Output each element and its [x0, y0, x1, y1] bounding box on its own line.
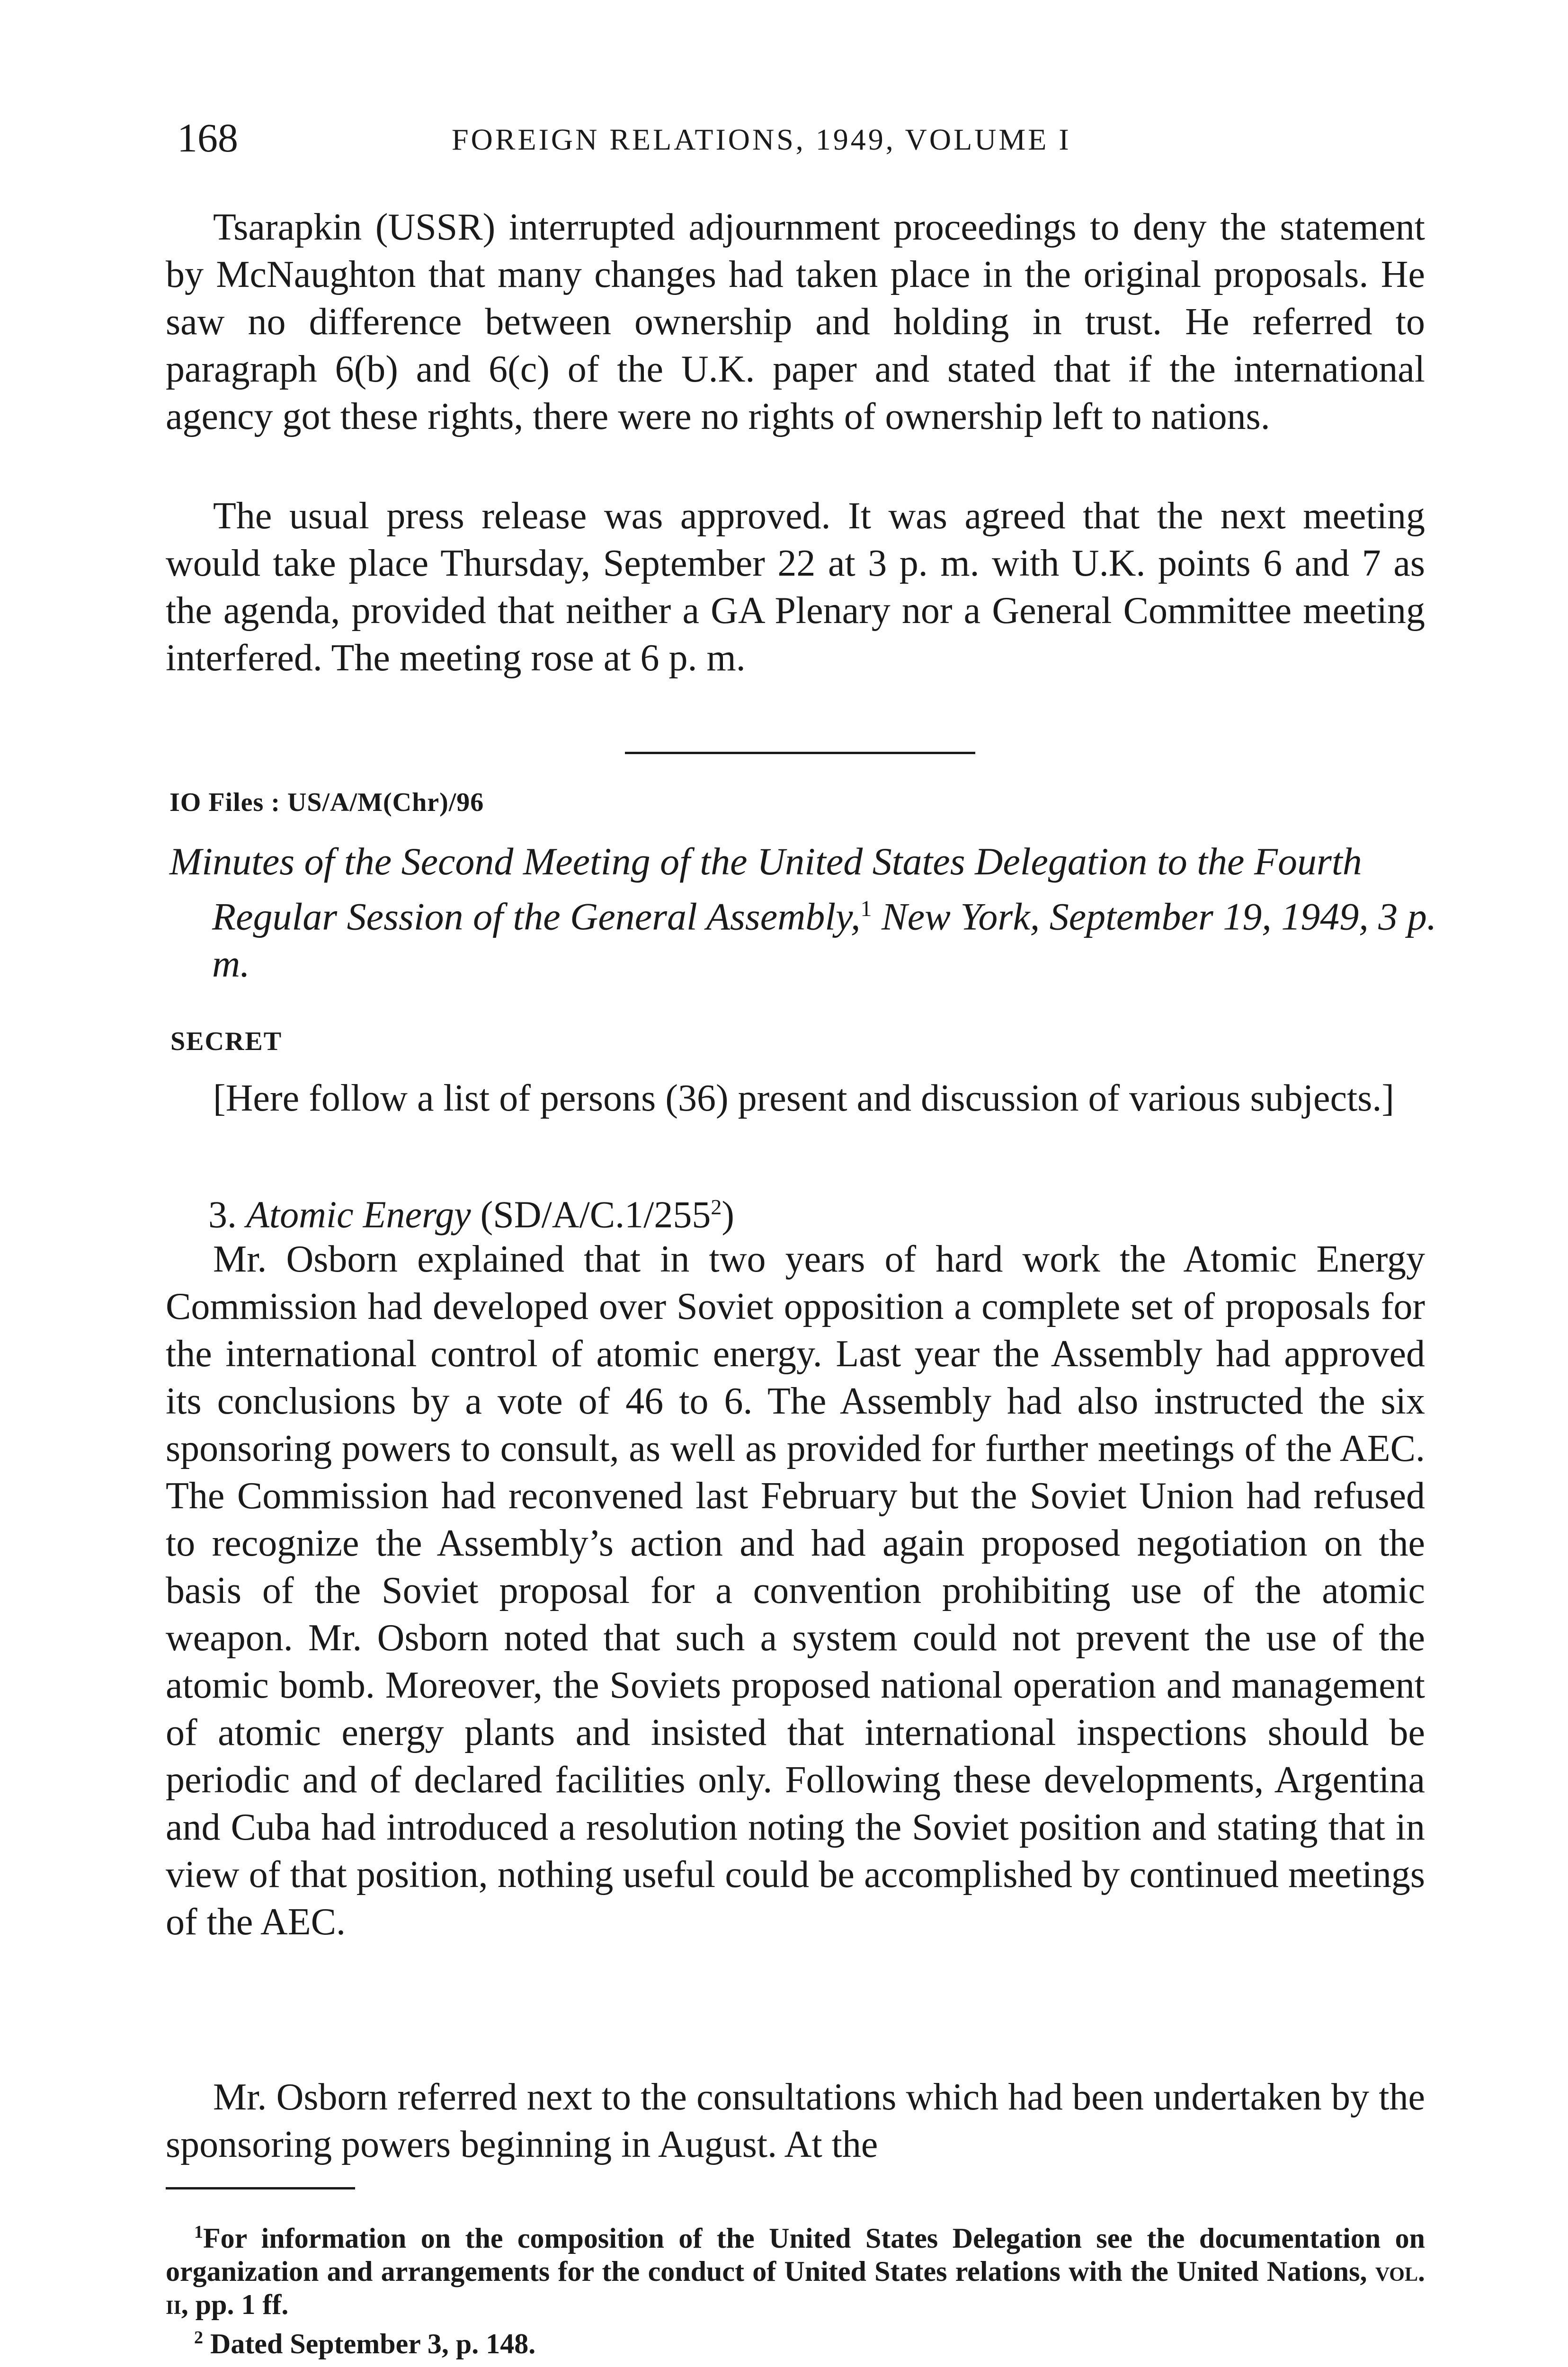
- paragraph-text: Tsarapkin (USSR) interrupted adjournment proceedings to deny the statement by McNaughton that many changes had taken place in the original proposals. He saw no difference between ownership and holding in trust. He referred to paragraph 6(b) and 6(c) of the U.K. paper and stated that if the international agency got these rights, there were no rights of ownership left to nations.: [166, 206, 1425, 437]
- document-title-text: Minutes of the Second Meeting of the United States Delegation to the Fourth Regular Session of the General Assembly,: [169, 840, 1362, 938]
- footnotes: [166, 2216, 1425, 2360]
- section-title: Atomic Energy: [246, 1194, 471, 1236]
- section-reference: (SD/A/C.1/255: [480, 1194, 711, 1236]
- page-header: [177, 112, 1427, 164]
- footnote-text: Dated September 3, p. 148.: [210, 2328, 536, 2359]
- section-number: 3.: [208, 1194, 237, 1236]
- file-reference: IO Files : US/A/M(Chr)/96: [169, 788, 484, 817]
- footnote-pages: , pp. 1 ff.: [181, 2289, 289, 2320]
- footnote-divider: [166, 2187, 355, 2189]
- paragraph-osborn-explained: [166, 1236, 1425, 1946]
- paragraph-text: Mr. Osborn explained that in two years of hard work the Atomic Energy Commission had developed over Soviet opposition a complete set of proposals for the international control of atomic energy. Last year the Assembly had approved its conclusions by a vote of 46 to 6. The Assembly had also instructed the six sponsoring powers to consult, as well as provided for further meetings of the AEC. The Commission had reconvened last February but the Soviet Union had refused to recognize the Assembly’s action and had again proposed negotiation on the basis of the Soviet proposal for a convention prohibiting use of the atomic weapon. Mr. Osborn noted that such a system could not prevent the use of the atomic bomb. Moreover, the Soviets proposed national operation and management of atomic energy plants and insisted that international inspections should be periodic and of declared facilities only. Following these developments, Argentina and Cuba had introduced a resolution noting the Soviet position and stating that in view of that position, nothing useful could be accomplished by continued meetings of the AEC.: [166, 1238, 1425, 1943]
- paragraph-osborn-referred: [166, 2073, 1425, 2168]
- section-heading: [208, 1184, 734, 1239]
- footnote-volume: vol. ii: [166, 2256, 1425, 2320]
- paragraph-text: Mr. Osborn referred next to the consultations which had been undertaken by the sponsoring powers beginning in August. At the: [166, 2076, 1425, 2165]
- footnote-1: [166, 2216, 1425, 2321]
- section-divider: [625, 752, 975, 754]
- footnote-text: For information on the composition of the United States Delegation see the documentation on organization and arrangements for the conduct of United States relations with the United Nations,: [166, 2223, 1425, 2287]
- classification-label: SECRET: [170, 1027, 283, 1056]
- footnote-mark: 2: [194, 2328, 203, 2348]
- running-head: FOREIGN RELATIONS, 1949, VOLUME I: [452, 123, 1071, 156]
- section-reference-close: ): [722, 1194, 735, 1236]
- footnote-marker: 1: [860, 896, 872, 921]
- paragraph-text: [Here follow a list of persons (36) present and discussion of various subjects.]: [213, 1077, 1394, 1119]
- footnote-2: [166, 2321, 1425, 2360]
- paragraph-text: The usual press release was approved. It was agreed that the next meeting would take place Thursday, September 22 at 3 p. m. with U.K. points 6 and 7 as the agenda, provided that neither a GA Plenary nor a General Committee meeting interfered. The meeting rose at 6 p. m.: [166, 495, 1425, 679]
- document-title: [169, 838, 1462, 988]
- paragraph-press-release: [166, 492, 1425, 682]
- document-title-place-date: New York, September 19, 1949, 3 p. m.: [212, 895, 1437, 986]
- paragraph-tsarapkin: [166, 204, 1425, 440]
- footnote-mark: 1: [194, 2222, 203, 2242]
- footnote-marker: 2: [711, 1195, 722, 1219]
- page-number: 168: [177, 115, 238, 160]
- paragraph-persons-present: [166, 1075, 1425, 1122]
